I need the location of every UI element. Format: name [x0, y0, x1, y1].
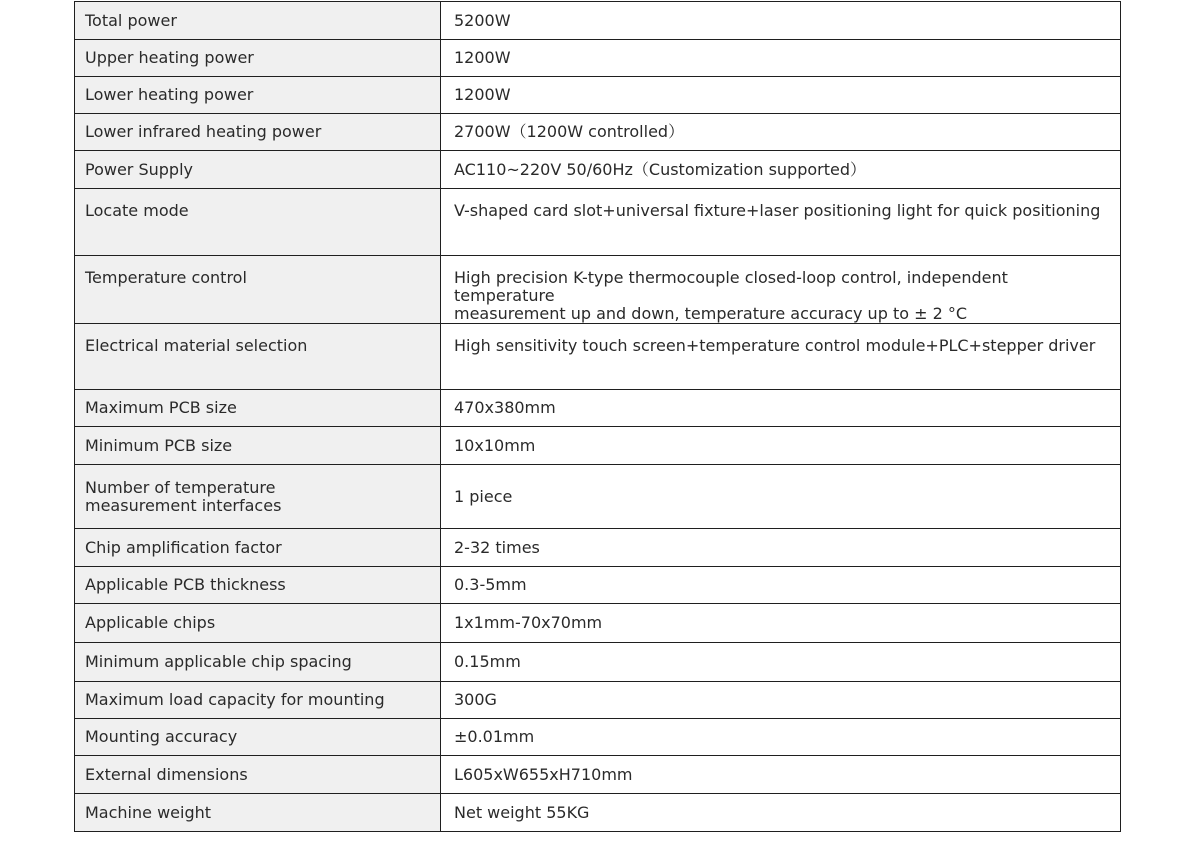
- spec-label: Electrical material selection: [75, 324, 441, 390]
- table-row: [75, 114, 1121, 151]
- spec-value: 1 piece: [441, 465, 1121, 529]
- spec-value: 2700W（1200W controlled）: [441, 114, 1121, 151]
- table-row: [75, 604, 1121, 643]
- table-row: [75, 390, 1121, 427]
- spec-value: L605xW655xH710mm: [441, 756, 1121, 794]
- spec-value: 470x380mm: [441, 390, 1121, 427]
- spec-value: 300G: [441, 682, 1121, 719]
- spec-value: Net weight 55KG: [441, 794, 1121, 832]
- table-row: [75, 756, 1121, 794]
- spec-label: Lower heating power: [75, 77, 441, 114]
- spec-value: High precision K-type thermocouple closed-loop control, independent temperature measurement up and down, temperature accuracy up to ± 2 °C: [441, 256, 1121, 324]
- spec-value: ±0.01mm: [441, 719, 1121, 756]
- table-row: [75, 189, 1121, 256]
- table-row: [75, 256, 1121, 324]
- table-row: [75, 567, 1121, 604]
- spec-value: 1200W: [441, 40, 1121, 77]
- spec-value: 1x1mm-70x70mm: [441, 604, 1121, 643]
- spec-label: Temperature control: [75, 256, 441, 324]
- spec-value: 2-32 times: [441, 529, 1121, 567]
- table-row: [75, 465, 1121, 529]
- spec-label: Maximum PCB size: [75, 390, 441, 427]
- spec-label: Power Supply: [75, 151, 441, 189]
- table-row: [75, 151, 1121, 189]
- table-row: [75, 427, 1121, 465]
- table-row: [75, 719, 1121, 756]
- spec-label: Mounting accuracy: [75, 719, 441, 756]
- table-row: [75, 40, 1121, 77]
- spec-label: Number of temperature measurement interfaces: [75, 465, 441, 529]
- spec-label: Chip amplification factor: [75, 529, 441, 567]
- spec-value: 5200W: [441, 2, 1121, 40]
- table-row: [75, 794, 1121, 832]
- spec-label: Upper heating power: [75, 40, 441, 77]
- table-row: [75, 529, 1121, 567]
- spec-label: Applicable chips: [75, 604, 441, 643]
- spec-value: V-shaped card slot+universal fixture+laser positioning light for quick positioning: [441, 189, 1121, 256]
- specifications-table: [74, 1, 1121, 832]
- table-row: [75, 77, 1121, 114]
- spec-label: External dimensions: [75, 756, 441, 794]
- spec-label: Machine weight: [75, 794, 441, 832]
- spec-label: Minimum applicable chip spacing: [75, 643, 441, 682]
- table-row: [75, 2, 1121, 40]
- spec-value: 1200W: [441, 77, 1121, 114]
- spec-label: Locate mode: [75, 189, 441, 256]
- spec-label: Total power: [75, 2, 441, 40]
- table-row: [75, 324, 1121, 390]
- spec-value: 10x10mm: [441, 427, 1121, 465]
- spec-value: AC110~220V 50/60Hz（Customization supported）: [441, 151, 1121, 189]
- table-row: [75, 643, 1121, 682]
- spec-value: 0.15mm: [441, 643, 1121, 682]
- spec-label: Maximum load capacity for mounting: [75, 682, 441, 719]
- spec-value: High sensitivity touch screen+temperature control module+PLC+stepper driver: [441, 324, 1121, 390]
- spec-value: 0.3-5mm: [441, 567, 1121, 604]
- spec-label: Lower infrared heating power: [75, 114, 441, 151]
- table-row: [75, 682, 1121, 719]
- spec-label: Applicable PCB thickness: [75, 567, 441, 604]
- spec-label: Minimum PCB size: [75, 427, 441, 465]
